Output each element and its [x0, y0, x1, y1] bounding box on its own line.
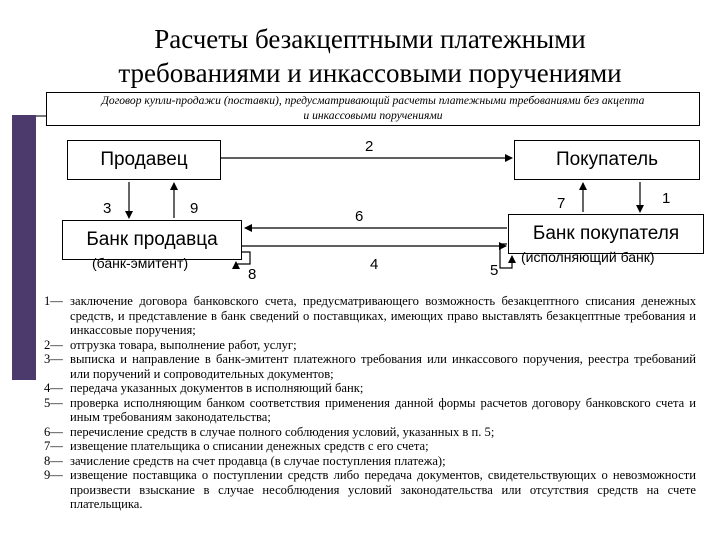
step-item [44, 381, 696, 396]
label-9: 9 [190, 200, 199, 217]
label-2: 2 [365, 138, 374, 155]
step-text: передача указанных документов в исполняющий банк; [70, 381, 364, 395]
step-text: перечисление средств в случае полного соблюдения условий, указанных в п. 5; [70, 424, 495, 439]
label-1: 1 [662, 190, 671, 207]
step-text: извещение поставщика о поступлении средств либо передача документов, свидетельствующих о невозможности произвести взыскание в случае несоблюдения условий законодательства или отсутствия средств на счете плательщика. [70, 468, 696, 511]
step-number: 7— [44, 439, 63, 453]
step-number: 3— [44, 352, 63, 366]
step-number: 5— [44, 395, 63, 410]
contract-line-2: и инкассовыми поручениями [303, 109, 443, 122]
seller-bank-subtitle: (банк-эмитент) [92, 255, 189, 271]
step-number: 2— [44, 337, 63, 352]
step-item [44, 454, 696, 469]
title-line-1: Расчеты безакцептными платежными [154, 24, 586, 54]
contract-line-1: Договор купли-продажи (поставки), предусматривающий расчеты платежными требованиями без акцепта [101, 94, 645, 107]
seller-box: Продавец [67, 140, 221, 180]
step-number: 6— [44, 424, 63, 439]
step-item [44, 352, 696, 381]
step-number: 9— [44, 468, 63, 482]
label-4: 4 [370, 256, 379, 273]
step-item [44, 396, 696, 425]
steps-list [44, 294, 696, 512]
step-text: извещение плательщика о списании денежных средств с его счета; [70, 439, 429, 453]
title-line-2: требованиями и инкассовыми поручениями [118, 58, 622, 88]
buyer-box: Покупатель [514, 140, 700, 180]
buyer-bank-subtitle: (исполняющий банк) [521, 249, 655, 265]
step-text: отгрузка товара, выполнение работ, услуг; [70, 337, 297, 352]
label-8: 8 [248, 266, 257, 283]
label-3: 3 [103, 200, 112, 217]
step-text: выписка и направление в банк-эмитент платежного требования или инкассового поручения, реестра требований или поручений и сопроводительных документов; [70, 352, 696, 381]
step-number: 4— [44, 381, 63, 395]
step-item [44, 338, 696, 353]
step-item [44, 294, 696, 338]
step-item [44, 468, 696, 512]
step-text: проверка исполняющим банком соответствия применения данной формы расчетов договору банковского счета и иным требованиям законодательства; [70, 395, 696, 424]
label-7: 7 [557, 195, 566, 212]
step-item [44, 425, 696, 440]
step-text: зачисление средств на счет продавца (в случае поступления платежа); [70, 453, 446, 468]
step-number: 1— [44, 294, 63, 308]
step-text: заключение договора банковского счета, предусматривающего возможность безакцептного списания денежных средств, и представление в банк сведений о поставщиках, имеющих право выставлять безакцептные требования и инкассовые поручения; [70, 294, 696, 337]
seller-bank-box: Банк продавца [62, 220, 242, 260]
buyer-bank-box: Банк покупателя [508, 214, 704, 254]
label-6: 6 [355, 208, 364, 225]
step-number: 8— [44, 453, 63, 468]
step-item [44, 439, 696, 454]
label-5: 5 [490, 262, 499, 279]
